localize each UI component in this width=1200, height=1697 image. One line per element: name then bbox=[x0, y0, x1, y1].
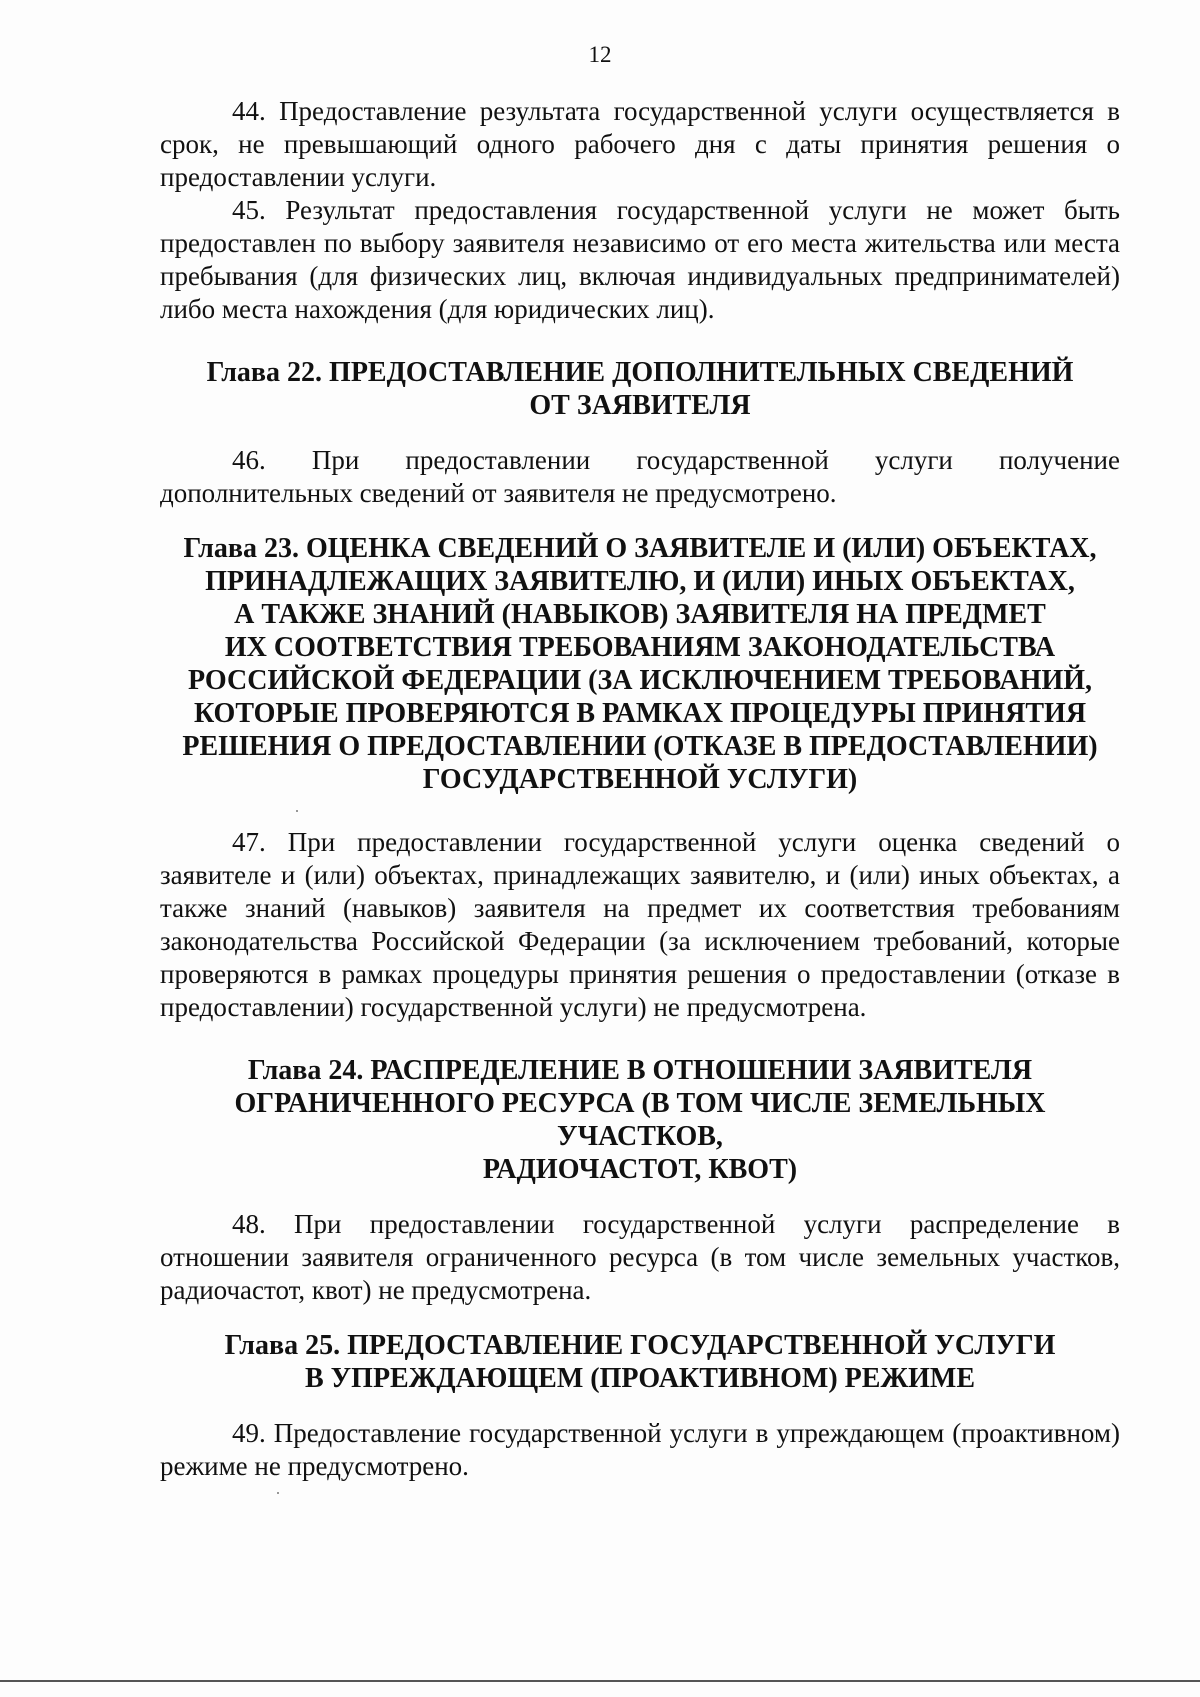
heading-line: ОГРАНИЧЕННОГО РЕСУРСА (В ТОМ ЧИСЛЕ ЗЕМЕЛЬНЫХ УЧАСТКОВ, bbox=[234, 1088, 1046, 1152]
paragraph-45: 45. Результат предоставления государственной услуги не может быть предоставлен по выбору заявителя независимо от его места жительства или места пребывания (для физических лиц, включая индивидуальных предпринимателей) либо места нахождения (для юридических лиц). bbox=[160, 195, 1120, 324]
heading-line: Глава 24. РАСПРЕДЕЛЕНИЕ В ОТНОШЕНИИ ЗАЯВИТЕЛЯ bbox=[247, 1055, 1033, 1086]
heading-line: В УПРЕЖДАЮЩЕМ (ПРОАКТИВНОМ) РЕЖИМЕ bbox=[304, 1363, 976, 1394]
scan-speck bbox=[277, 1492, 279, 1494]
paragraph-46: 46. При предоставлении государственной услуги получение дополнительных сведений от заявителя не предусмотрено. bbox=[160, 445, 1120, 508]
paragraph-44: 44. Предоставление результата государственной услуги осуществляется в срок, не превышающий одного рабочего дня с даты принятия решения о предоставлении услуги. bbox=[160, 96, 1120, 192]
chapter-22-heading bbox=[160, 356, 1120, 422]
chapter-24-heading bbox=[160, 1054, 1120, 1186]
heading-line: Глава 25. ПРЕДОСТАВЛЕНИЕ ГОСУДАРСТВЕННОЙ УСЛУГИ bbox=[224, 1330, 1056, 1361]
scan-edge-line bbox=[0, 1680, 1200, 1682]
heading-line: РАДИОЧАСТОТ, КВОТ) bbox=[482, 1154, 798, 1185]
heading-line: РЕШЕНИЯ О ПРЕДОСТАВЛЕНИИ (ОТКАЗЕ В ПРЕДОСТАВЛЕНИИ) bbox=[182, 731, 1098, 762]
page-number: 12 bbox=[588, 42, 612, 67]
paragraph-48: 48. При предоставлении государственной услуги распределение в отношении заявителя ограниченного ресурса (в том числе земельных участков, радиочастот, квот) не предусмотрена. bbox=[160, 1209, 1120, 1305]
heading-line: Глава 23. ОЦЕНКА СВЕДЕНИЙ О ЗАЯВИТЕЛЕ И (ИЛИ) ОБЪЕКТАХ, bbox=[183, 533, 1097, 564]
chapter-25-heading bbox=[160, 1329, 1120, 1395]
document-body bbox=[160, 95, 1120, 1483]
scan-speck bbox=[296, 810, 298, 812]
heading-line: А ТАКЖЕ ЗНАНИЙ (НАВЫКОВ) ЗАЯВИТЕЛЯ НА ПРЕДМЕТ bbox=[234, 599, 1046, 630]
heading-line: ГОСУДАРСТВЕННОЙ УСЛУГИ) bbox=[422, 764, 858, 795]
heading-line: Глава 22. ПРЕДОСТАВЛЕНИЕ ДОПОЛНИТЕЛЬНЫХ СВЕДЕНИЙ bbox=[206, 357, 1074, 388]
heading-line: ПРИНАДЛЕЖАЩИХ ЗАЯВИТЕЛЮ, И (ИЛИ) ИНЫХ ОБЪЕКТАХ, bbox=[205, 566, 1075, 597]
paragraph-47: 47. При предоставлении государственной услуги оценка сведений о заявителе и (или) объектах, принадлежащих заявителю, и (или) иных объектах, а также знаний (навыков) заявителя на предмет их соответствия требованиям законодательства Российской Федерации (за исключением требований, которые проверяются в рамках процедуры принятия решения о предоставлении (отказе в предоставлении) государственной услуги) не предусмотрена. bbox=[160, 827, 1120, 1022]
heading-line: ИХ СООТВЕТСТВИЯ ТРЕБОВАНИЯМ ЗАКОНОДАТЕЛЬСТВА bbox=[224, 632, 1056, 663]
heading-line: РОССИЙСКОЙ ФЕДЕРАЦИИ (ЗА ИСКЛЮЧЕНИЕМ ТРЕБОВАНИЙ, bbox=[187, 665, 1093, 696]
heading-line: ОТ ЗАЯВИТЕЛЯ bbox=[529, 390, 751, 421]
chapter-23-heading bbox=[160, 532, 1120, 796]
heading-line: КОТОРЫЕ ПРОВЕРЯЮТСЯ В РАМКАХ ПРОЦЕДУРЫ ПРИНЯТИЯ bbox=[193, 698, 1087, 729]
paragraph-49: 49. Предоставление государственной услуги в упреждающем (проактивном) режиме не предусмотрено. bbox=[160, 1418, 1120, 1481]
